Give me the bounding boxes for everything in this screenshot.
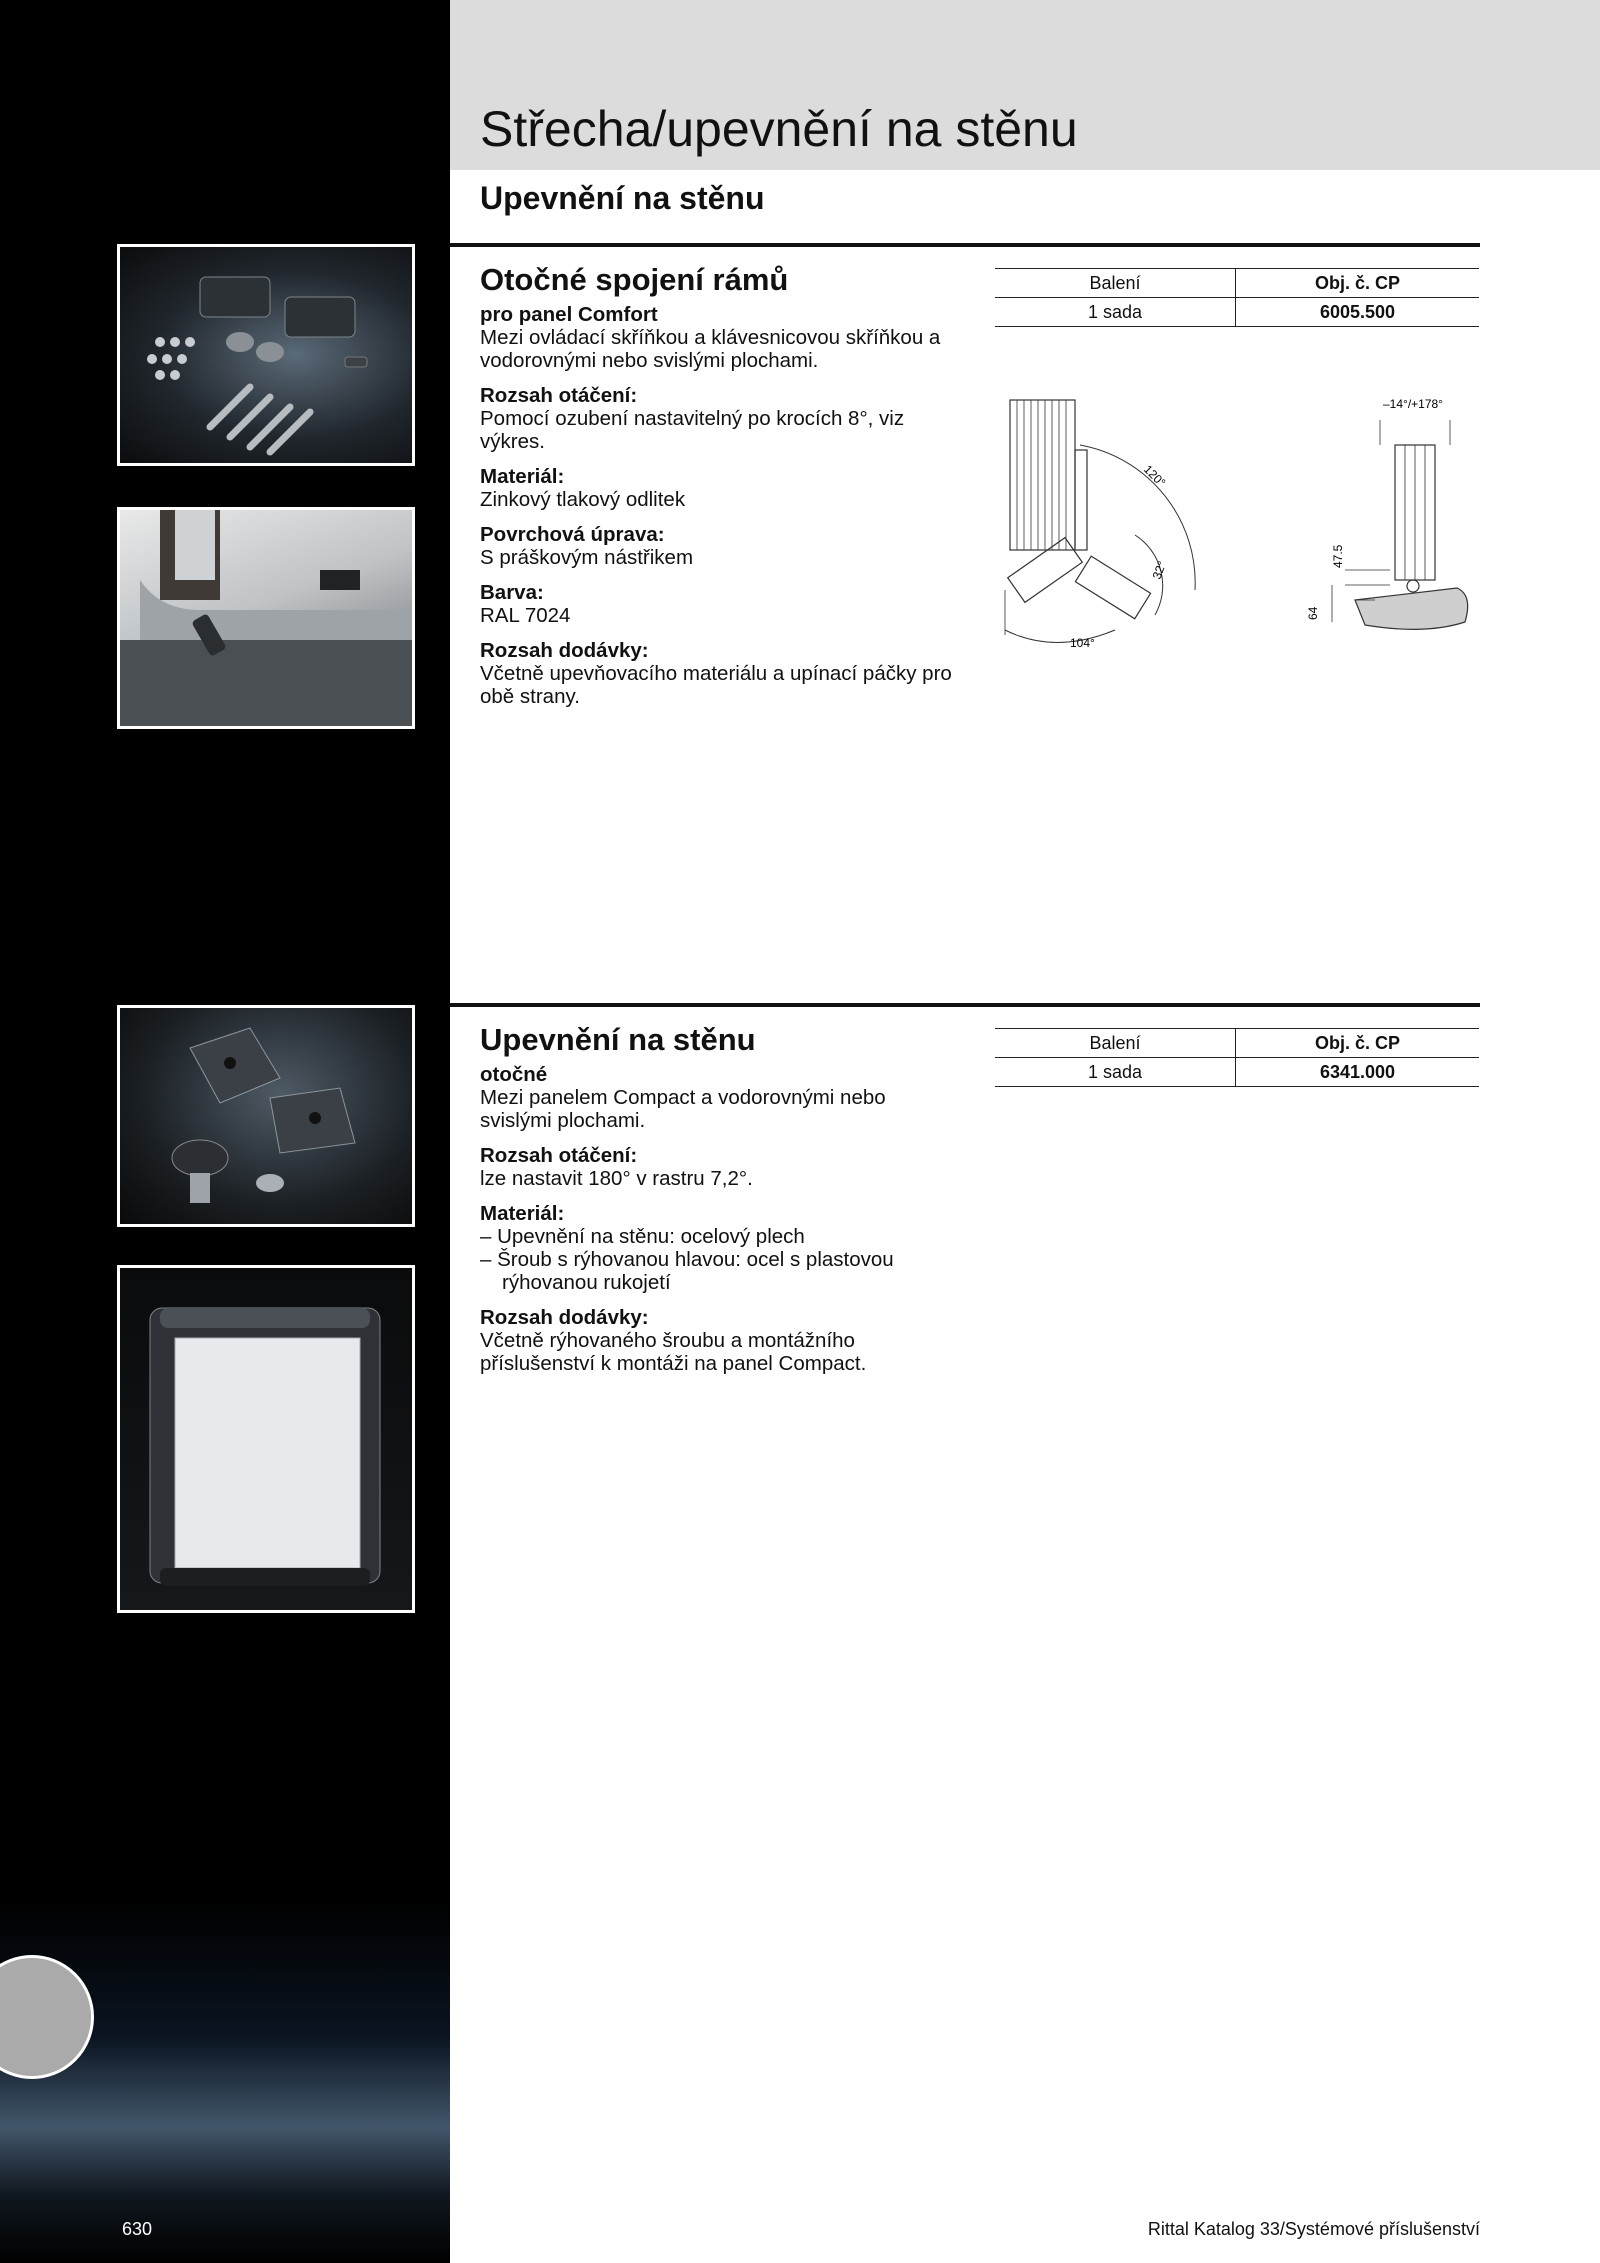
section-divider-2 [450,1003,1480,1007]
hinge-parts-illustration [120,247,412,463]
product-photo-compact-panel [117,1265,415,1613]
order-number-value: 6341.000 [1236,1058,1480,1087]
wall-bracket-illustration [120,1008,412,1224]
product-2-material-label: Materiál: [480,1202,565,1225]
dimension-label-b: 64 [1306,606,1320,620]
product-2-order-table [995,1028,1479,1087]
product-1-description [480,262,960,708]
product-1-order-table [995,268,1479,327]
angle-label-a: 120° [1140,462,1169,490]
product-2-description [480,1022,960,1375]
page-number: 630 [122,2219,153,2239]
section-divider-1 [450,243,1480,247]
product-1-name: Otočné spojení rámů [480,262,789,297]
product-2-rotation-text: lze nastavit 180° v rastru 7,2°. [480,1167,753,1190]
product-2-name: Upevnění na stěnu [480,1022,756,1057]
order-number-value: 6005.500 [1236,298,1480,327]
product-photo-wall-bracket [117,1005,415,1227]
product-2-supply-label: Rozsah dodávky: [480,1306,649,1329]
angle-label-c: 104° [1070,636,1095,650]
product-1-color-text: RAL 7024 [480,604,571,627]
order-number-header: Obj. č. CP [1236,1029,1480,1058]
compact-panel-illustration [120,1268,412,1610]
product-2-desc: Mezi panelem Compact a vodorovnými nebo svislými plochami. [480,1086,886,1132]
product-1-variant: pro panel Comfort [480,303,658,326]
product-1-rotation-label: Rozsah otáčení: [480,384,638,407]
product-2-variant: otočné [480,1063,548,1086]
packaging-header: Balení [995,269,1236,298]
order-number-header: Obj. č. CP [1236,269,1480,298]
section-title: Upevnění na stěnu [480,180,765,216]
product-photo-hinge-mounted [117,507,415,729]
catalog-footer: Rittal Katalog 33/Systémové příslušenství [1147,2219,1480,2239]
technical-drawing [995,390,1480,660]
packaging-header: Balení [995,1029,1236,1058]
product-1-desc: Mezi ovládací skříňkou a klávesnicovou skříňkou a vodorovnými nebo svislými plochami. [480,326,941,372]
product-1-rotation-text: Pomocí ozubení nastavitelný po krocích 8°, viz výkres. [480,407,905,453]
product-1-material-label: Materiál: [480,465,565,488]
list-item: – Upevnění na stěnu: ocelový plech [480,1225,805,1248]
product-2-material-list [480,1225,960,1294]
drawing-side-view [1005,400,1195,643]
product-1-material-text: Zinkový tlakový odlitek [480,488,686,511]
packaging-value: 1 sada [995,298,1236,327]
hinge-mounted-illustration [120,510,412,726]
angle-label-b: 32° [1149,559,1170,582]
product-1-supply-text: Včetně upevňovacího materiálu a upínací páčky pro obě strany. [480,662,952,708]
range-label: –14°/+178° [1383,397,1443,411]
list-item: – Šroub s rýhovanou hlavou: ocel s plastovou rýhovanou rukojetí [480,1248,894,1294]
product-photo-hinge-parts [117,244,415,466]
product-1-color-label: Barva: [480,581,544,604]
product-1-surface-text: S práškovým nástřikem [480,546,694,569]
product-2-supply-text: Včetně rýhovaného šroubu a montážního příslušenství k montáži na panel Compact. [480,1329,867,1375]
dimension-label-a: 47.5 [1331,544,1345,568]
packaging-value: 1 sada [995,1058,1236,1087]
drawing-front-view [1332,420,1468,629]
product-2-rotation-label: Rozsah otáčení: [480,1144,638,1167]
page-title: Střecha/upevnění na stěnu [480,101,1078,157]
product-1-surface-label: Povrchová úprava: [480,523,665,546]
product-1-supply-label: Rozsah dodávky: [480,639,649,662]
